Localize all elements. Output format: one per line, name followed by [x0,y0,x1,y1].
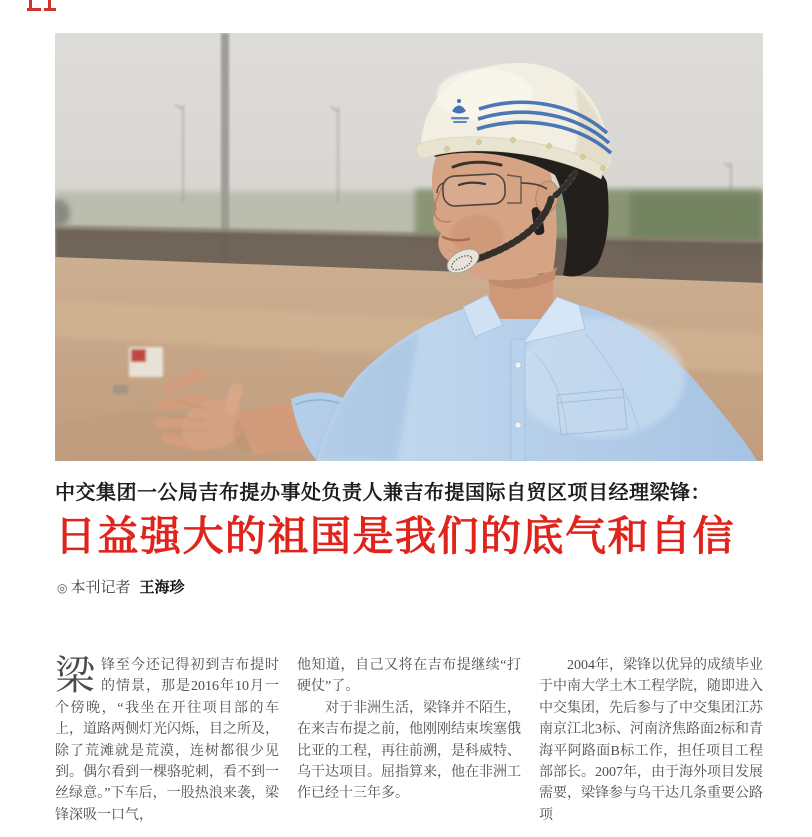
column-2 [297,655,521,826]
shirt-button [515,422,521,428]
drop-cap: 梁 [55,653,95,698]
shirt-button [515,362,521,368]
paragraph: 他知道，自己又将在吉布提继续“打硬仗”了。 [297,658,521,695]
shirt-placket [511,339,525,461]
byline [57,576,185,597]
column-1 [55,655,279,826]
paragraph: 对于非洲生活，梁锋并不陌生，在来吉布提之前，他刚刚结束埃塞俄比亚的工程，再往前溯，是科威特、乌干达项目。屈指算来，他在非洲工作已经十三年多。 [297,700,521,802]
paragraph: 2004年，梁锋以优异的成绩毕业于中南大学土木工程学院，随即进入中交集团，先后参与了中交集团江苏南京江北3标、河南济焦路面2标和青海平阿路面B标工作，担任项目工程部部长。2007年，由于海外项目发展需要，梁锋参与乌干达几条重要公路项 [539,658,763,823]
author-name: 王海珍 [139,580,185,596]
hero-photo [55,33,763,461]
byline-role: 本刊记者 [70,580,131,596]
paragraph [55,655,279,826]
byline-bullet-icon: ◎ [57,581,68,595]
article-headline: 日益强大的祖国是我们的底气和自信 [55,513,735,559]
paragraph-text: 锋至今还记得初到吉布提时的情景，那是2016年10月一个傍晚，“我坐在开往项目部的车上，道路两侧灯光闪烁，目之所及，除了荒滩就是荒漠，连树都很少见到。偶尔看到一棵骆驼刺，看不到一丝绿意。”下车后，一股热浪来袭，梁锋深吸一口气， [55,658,279,823]
article-body [55,655,763,826]
kicker-line: 中交集团一公局吉布提办事处负责人兼吉布提国际自贸区项目经理梁锋： [55,482,711,504]
column-3 [539,655,763,826]
